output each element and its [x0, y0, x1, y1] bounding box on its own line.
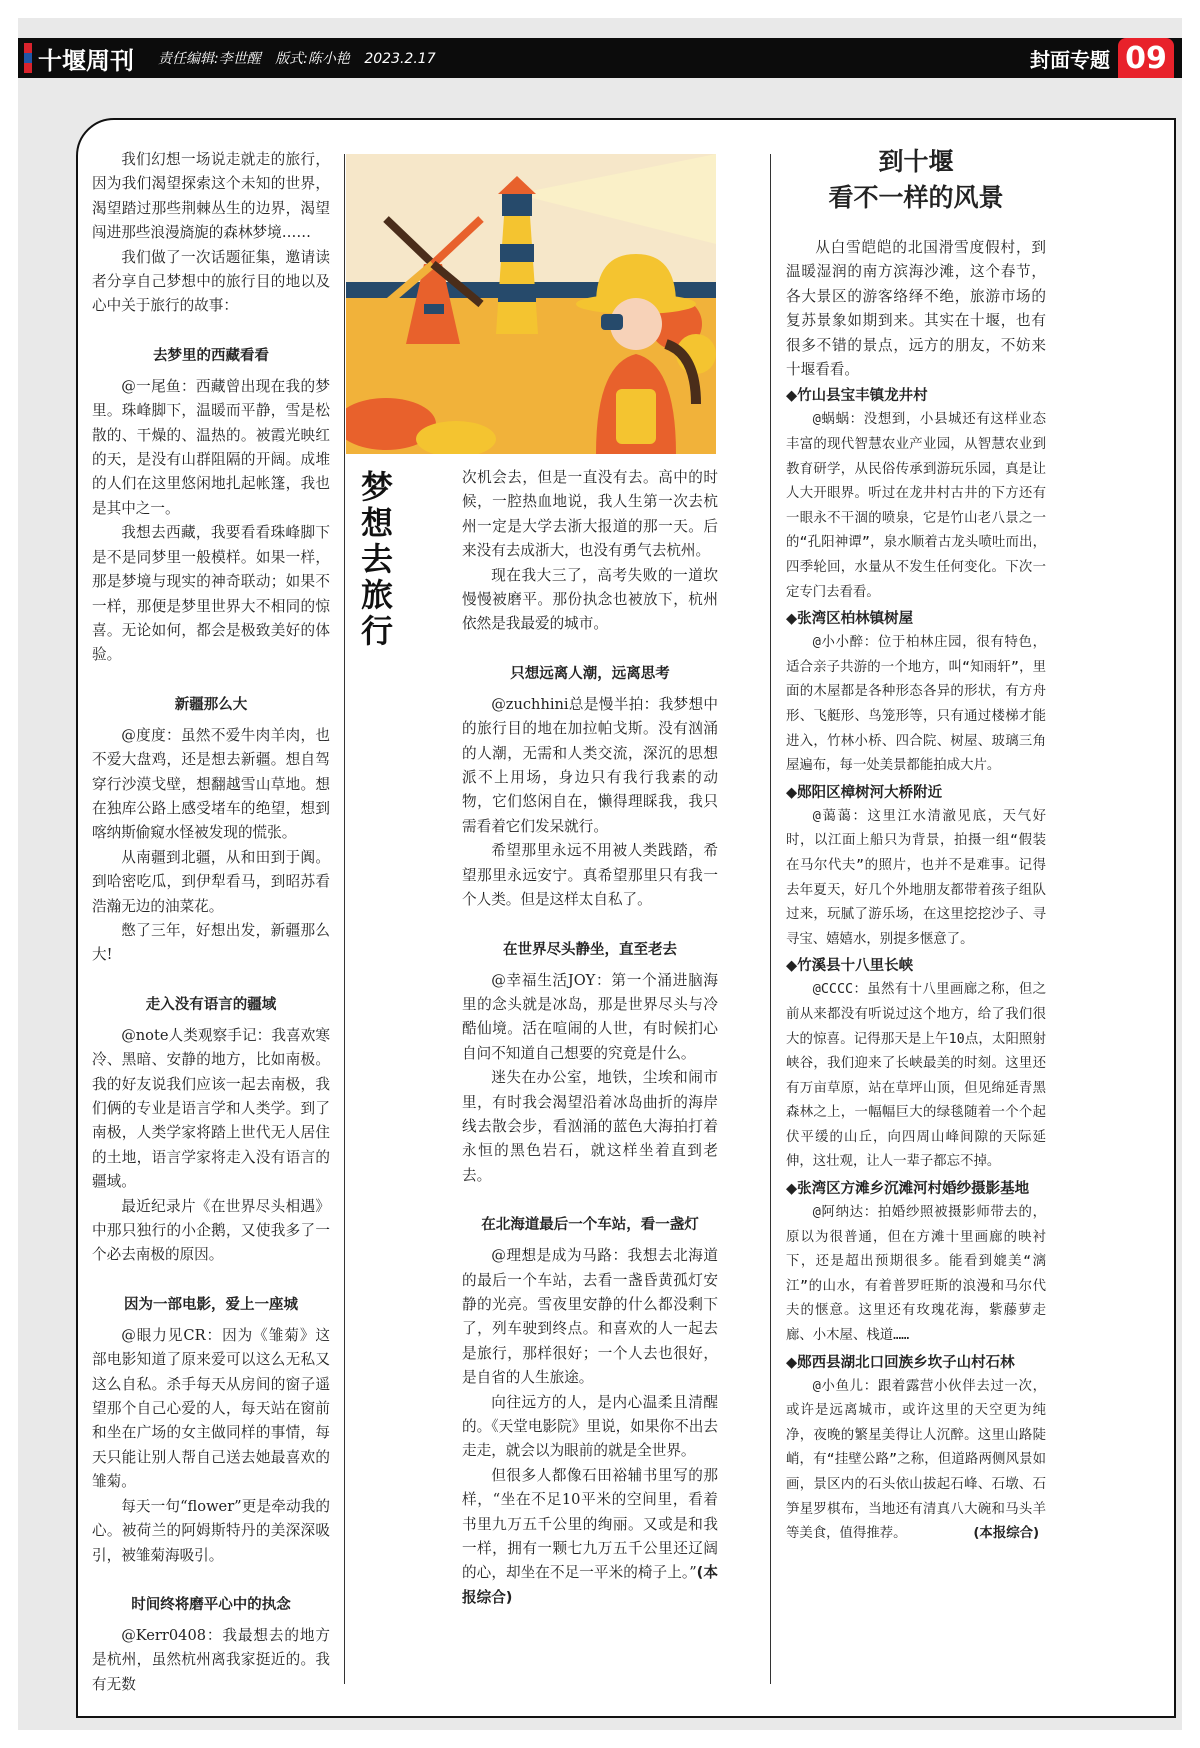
story-heading: 新疆那么大 [174, 696, 248, 713]
left-column [92, 148, 330, 1697]
place-heading: ◆郧西县湖北口回族乡坎子山村石林 [786, 1354, 1015, 1371]
story-paragraph: @Kerr0408：我最想去的地方是杭州，虽然杭州离我家挺近的。我有无数 [92, 1626, 330, 1693]
story-paragraph: 从南疆到北疆，从和田到于阗。到哈密吃瓜，到伊犁看马，到昭苏看浩瀚无边的油菜花。 [92, 848, 330, 915]
source-credit: (本报综合) [973, 1526, 1040, 1542]
story-paragraph: 最近纪录片《在世界尽头相遇》中那只独行的小企鹅，又使我多了一个必去南极的原因。 [92, 1197, 330, 1264]
story-paragraph: @理想是成为马路：我想去北海道的最后一个车站，去看一盏昏黄孤灯安静的光亮。雪夜里安静的什么都没剩下了，列车驶到终点。和喜欢的人一起去是旅行，那样很好；一个人去也很好，是自省的人生旅途。 [462, 1247, 718, 1387]
place-heading: ◆张湾区方滩乡沉滩河村婚纱摄影基地 [786, 1181, 1030, 1198]
place-entry: @CCCC：虽然有十八里画廊之称，但之前从来都没有听说过这个地方，给了我们很大的惊喜。记得那天是上午10点，太阳照射峡谷，我们迎来了长峡最美的时刻。这里还有万亩草原，站在草坪山顶，但见绵延青黑森林之上，一幅幅巨大的绿毯随着一个个起伏平缓的山丘，向四周山峰间隙的天际延伸，这壮观，让人一辈子都忘不掉。 [786, 982, 1046, 1170]
lighthouse-icon [496, 176, 538, 334]
story-paragraph: @zuchhini总是慢半拍：我梦想中的旅行目的地在加拉帕戈斯。没有汹涌的人潮，无需和人类交流，深沉的思想派不上用场，身边只有我行我素的动物，它们悠闲自在，懒得理睬我，我只需看着它们发呆就行。 [462, 695, 718, 835]
story-heading: 去梦里的西藏看看 [153, 347, 269, 364]
source-credit: (本报综合) [462, 1564, 718, 1606]
story-paragraph: 向往远方的人，是内心温柔且清醒的。《天堂电影院》里说，如果你不出去走走，就会以为眼前的就是全世界。 [462, 1393, 718, 1460]
place-entry: @蔼蔼：这里江水清澈见底，天气好时，以江面上船只为背景，拍摄一组“假装在马尔代夫”的照片，也并不是难事。记得去年夏天，好几个外地朋友都带着孩子组队过来，玩腻了游乐场，在这里挖挖沙子、寻寻宝、嬉嬉水，别提多惬意了。 [786, 808, 1046, 947]
story-paragraph: @一尾鱼：西藏曾出现在我的梦里。珠峰脚下，温暖而平静，雪是松散的、干燥的、温热的。被霞光映红的天，是没有山群阻隔的开阔。成堆的人们在这里悠闲地扎起帐篷，我也是其中之一。 [92, 377, 330, 517]
story-text: 但很多人都像石田裕辅书里写的那样，“坐在不足10平米的空间里，看着书里九万五千公里的绚丽。又或是和我一样，拥有一颗七九万五千公里还辽阔的心，却坐在不足一平米的椅子上。” [462, 1466, 718, 1582]
story-paragraph: 我想去西藏，我要看看珠峰脚下是不是同梦里一般模样。如果一样，那是梦境与现实的神奇联动；如果不一样，那便是梦里世界大不相同的惊喜。无论如何，都会是极致美好的体验。 [92, 524, 330, 664]
masthead-color-bar [24, 43, 32, 73]
masthead-title: 十堰周刊 [38, 45, 134, 75]
place-entry [786, 1375, 1046, 1547]
story-heading: 因为一部电影，爱上一座城 [124, 1296, 298, 1313]
story-heading: 在世界尽头静坐，直至老去 [503, 941, 677, 958]
story-paragraph: 憋了三年，好想出发，新疆那么大! [92, 921, 330, 964]
place-entry: @小小醉：位于柏林庄园，很有特色，适合亲子共游的一个地方，叫“知雨轩”，里面的木屋都是各种形态各异的形状，有方舟形、飞艇形、鸟笼形等，只有通过楼梯才能进入，竹林小桥、四合院、树屋、玻璃三角屋遍布，每一处美景都能拍成大片。 [786, 635, 1046, 774]
sidebar-title [786, 144, 1046, 216]
editor-credit: 责任编辑:李世醒 [158, 51, 261, 67]
continuation-paragraph: 次机会去，但是一直没有去。高中的时候，一腔热血地说，我人生第一次去杭州一定是大学去浙大报道的那一天。后来没有去成浙大，也没有勇气去杭州。 [462, 469, 718, 560]
layout-credit: 版式:陈小艳 [275, 51, 350, 67]
page-header [18, 38, 1182, 78]
place-entry: @阿纳达：拍婚纱照被摄影师带去的，原以为很普通，但在方滩十里画廊的映衬下，还是超出预期很多。能看到媲美“漓江”的山水，有着普罗旺斯的浪漫和马尔代夫的惬意。这里还有玫瑰花海，紫藤萝走廊、小木屋、栈道…… [786, 1205, 1046, 1344]
story-heading: 时间终将磨平心中的执念 [131, 1596, 291, 1613]
place-heading: ◆张湾区柏林镇树屋 [786, 611, 914, 628]
story-heading: 只想远离人潮，远离思考 [510, 665, 670, 682]
place-heading: ◆郧阳区樟树河大桥附近 [786, 784, 943, 801]
story-heading: 走入没有语言的疆域 [145, 996, 277, 1013]
middle-column [462, 466, 718, 1610]
story-paragraph: 迷失在办公室，地铁，尘埃和闹市里，有时我会渴望沿着冰岛曲折的海岸线去散会步，看汹涌的蓝色大海拍打着永恒的黑色岩石，就这样坐着直到老去。 [462, 1069, 718, 1184]
page-number-badge: 09 [1118, 38, 1174, 78]
column-divider [344, 154, 345, 1684]
feature-vertical-title: 梦想去旅行 [356, 470, 394, 650]
place-heading: ◆竹山县宝丰镇龙井村 [786, 388, 928, 405]
section-name: 封面专题 [1030, 48, 1110, 72]
place-text: @小鱼儿：跟着露营小伙伴去过一次，或许是远离城市，或许这里的天空更为纯净，夜晚的繁星美得让人沉醉。这里山路陡峭，有“挂壁公路”之称，但道路两侧风景如画，景区内的石头依山拔起石峰、石墩、石笋星罗棋布，当地还有清真八大碗和马头羊等美食，值得推荐。 [786, 1378, 1046, 1542]
story-paragraph: @眼力见CR：因为《雏菊》这部电影知道了原来爱可以这么无私又这么自私。杀手每天从房间的窗子遥望那个自己心爱的人，每天站在窗前和坐在广场的女主做同样的事情，每天只能让别人帮自己送去她最喜欢的雏菊。 [92, 1326, 330, 1491]
travel-illustration [346, 154, 716, 454]
story-paragraph: 希望那里永远不用被人类践踏，希望那里永远安宁。真希望那里只有我一个人类。但是这样太自私了。 [462, 842, 718, 909]
story-heading: 在北海道最后一个车站，看一盏灯 [481, 1217, 699, 1234]
story-paragraph: @度度：虽然不爱牛肉羊肉，也不爱大盘鸡，还是想去新疆。想自驾穿行沙漠戈壁，想翻越雪山草地。想在独库公路上感受堵车的绝望，想到喀纳斯偷窥水怪被发现的慌张。 [92, 726, 330, 842]
issue-date: 2023.2.17 [364, 51, 436, 67]
intro-paragraph: 我们做了一次话题征集，邀请读者分享自己梦想中的旅行目的地以及心中关于旅行的故事： [92, 248, 330, 315]
sidebar-intro: 从白雪皑皑的北国滑雪度假村，到温暖湿润的南方滨海沙滩，这个春节，各大景区的游客络绎不绝，旅游市场的复苏景象如期到来。其实在十堰，也有很多不错的景点，远方的朋友，不妨来十堰看看。 [786, 239, 1046, 379]
place-entry: @蜗蜗：没想到，小县城还有这样业态丰富的现代智慧农业产业园，从智慧农业到教育研学，从民俗传承到游玩乐园，真是让人大开眼界。听过在龙井村古井的下方还有一眼永不干涸的喷泉，它是竹山老八景之一的“孔阳神谭”，泉水顺着古龙头喷吐而出，四季轮回，水量从不发生任何变化。下次一定专门去看看。 [786, 412, 1046, 600]
place-heading: ◆竹溪县十八里长峡 [786, 958, 914, 975]
continuation-paragraph: 现在我大三了，高考失败的一道坎慢慢被磨平。那份执念也被放下，杭州依然是我最爱的城市。 [462, 566, 718, 633]
story-paragraph: @note人类观察手记：我喜欢寒冷、黑暗、安静的地方，比如南极。我的好友说我们应该一起去南极，我们俩的专业是语言学和人类学。到了南极，人类学家将踏上世代无人居住的土地，语言学家将走入没有语言的疆域。 [92, 1026, 330, 1191]
right-column [786, 144, 1046, 1547]
header-credits [158, 48, 446, 68]
column-divider [770, 154, 771, 1684]
story-paragraph: 每天一句“flower”更是牵动我的心。被荷兰的阿姆斯特丹的美深深吸引，被雏菊海吸引。 [92, 1497, 330, 1564]
masthead [24, 40, 144, 76]
story-paragraph [462, 1464, 718, 1610]
story-paragraph: @幸福生活JOY：第一个涌进脑海里的念头就是冰岛，那是世界尽头与冷酷仙境。活在喧闹的人世，有时候扪心自问不知道自己想要的究竟是什么。 [462, 971, 718, 1062]
sidebar-title-line: 到十堰 [878, 147, 954, 176]
article-card [76, 118, 1176, 1718]
sidebar-title-line: 看不一样的风景 [828, 183, 1004, 212]
intro-paragraph: 我们幻想一场说走就走的旅行，因为我们渴望探索这个未知的世界，渴望踏过那些荆棘丛生的边界，渴望闯进那些浪漫旖旎的森林梦境…… [92, 151, 330, 242]
